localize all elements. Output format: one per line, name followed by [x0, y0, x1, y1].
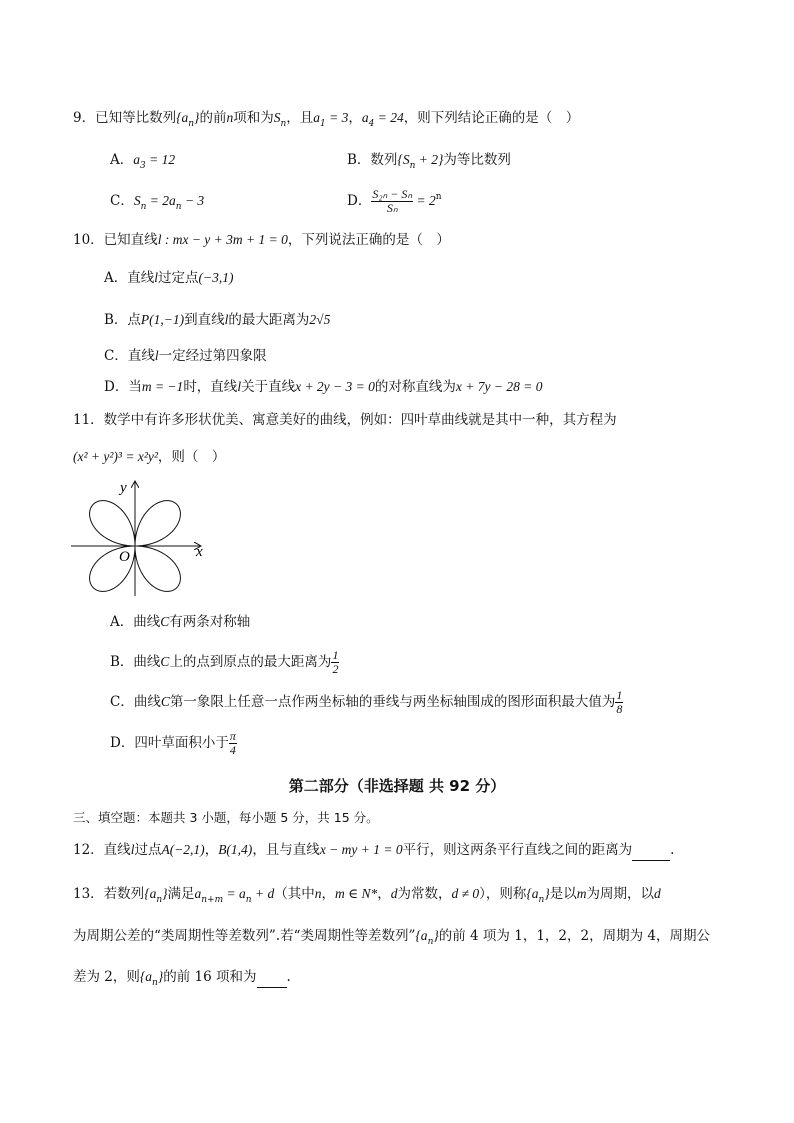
math-seq-close: }: [544, 886, 550, 901]
math-m: m: [576, 886, 587, 901]
math-l: l: [130, 842, 135, 857]
q9-opt-c-sub: n: [140, 202, 147, 212]
q9-cond1-rhs: = 3: [325, 110, 349, 125]
fraction-denominator: 8: [616, 702, 623, 716]
q9-text: ，则下列结论正确的是（ ）: [403, 110, 580, 126]
fraction-numerator: π: [229, 729, 236, 743]
option-text: 有两条对称轴: [169, 614, 251, 630]
math-seq-close: }: [433, 928, 439, 943]
q10-text: ，下列说法正确的是（ ）: [287, 232, 450, 248]
math-l: l: [224, 312, 229, 327]
q9-text: 的前: [199, 110, 227, 126]
q9-option-a: [110, 150, 175, 172]
q13-text: 是以: [549, 886, 577, 902]
math-C: C: [160, 694, 170, 709]
q13-line3: [73, 967, 291, 989]
q12-text: 平行，则这两条平行直线之间的距离为: [402, 842, 633, 858]
q13-text: 13．若数列: [73, 886, 145, 902]
math-d: d: [654, 886, 661, 901]
q10-option-d: [104, 377, 542, 397]
fraction-pi-over-four: [229, 730, 237, 757]
math-sub: n: [156, 895, 163, 905]
option-label: A．: [110, 152, 134, 168]
math-sub: n+m: [201, 895, 224, 905]
q9-option-b: [347, 150, 511, 172]
fraction-one-eighth: [615, 689, 623, 716]
math-m: m = −1: [141, 379, 184, 394]
section-title: 第二部分（非选择题 共 92 分）: [288, 777, 506, 795]
q13-line1: [73, 884, 661, 906]
q12-text: 过点: [134, 842, 162, 858]
math-d: d: [390, 886, 398, 901]
option-text: A．直线: [104, 270, 155, 286]
q10-option-a: [104, 268, 234, 288]
option-label: D．: [347, 193, 372, 209]
x-axis-label: x: [196, 544, 203, 560]
q9-opt-c-rhs: − 3: [181, 193, 205, 208]
q9-text: ，且: [286, 110, 314, 126]
q12-period: .: [670, 842, 675, 858]
q9-cond1-sub: 1: [320, 119, 326, 129]
origin-label: O: [119, 549, 130, 565]
math-l: l: [154, 270, 159, 285]
q9-opt-d-fraction: [371, 188, 413, 215]
four-leaf-clover-figure: [68, 478, 208, 600]
math-C: C: [160, 614, 170, 629]
fraction-denominator: 2: [332, 662, 339, 676]
q10-option-b: [104, 310, 330, 330]
q9-stem: [73, 108, 579, 130]
fraction-numerator: 1: [616, 688, 623, 702]
fraction-one-half: [331, 649, 339, 676]
q13-text: （其中: [274, 886, 315, 902]
math-sub: n: [427, 937, 434, 947]
q11-text: ，则（ ）: [157, 449, 226, 465]
math-sub: n: [538, 895, 545, 905]
math-rel: a: [194, 886, 202, 901]
math-point-B: B(1,4): [218, 842, 253, 857]
math-equation: x − my + 1 = 0: [319, 842, 403, 857]
math-point: P(1,−1): [140, 312, 185, 327]
fraction-numerator: 1: [332, 648, 339, 662]
option-text: 到直线: [184, 312, 225, 328]
option-text: 第一象限上任意一点作两坐标轴的垂线与两坐标轴围成的图形面积最大值为: [169, 694, 616, 710]
q13-text: 为周期，以: [586, 886, 654, 902]
q9-seq-close: }: [194, 110, 200, 125]
q13-text: 的前 16 项和为: [163, 969, 257, 985]
q9-opt-c-mid: = 2a: [146, 193, 176, 208]
q9-option-c: [110, 191, 204, 213]
option-text: B．点: [104, 312, 141, 328]
math-l: l: [154, 348, 159, 363]
math-sub: n: [152, 978, 158, 988]
option-text: A．曲线: [110, 614, 161, 630]
option-text: 的对称直线为: [374, 379, 456, 395]
q9-n: n: [226, 110, 234, 125]
q9-opt-b-expr: {S: [397, 152, 410, 167]
math-rel: + d: [251, 886, 275, 901]
q11-stem-line2: [73, 447, 225, 467]
q11-option-d: [110, 726, 237, 760]
q9-opt-b-sub: n: [409, 161, 416, 171]
q13-text: 差为 2，则: [73, 969, 140, 985]
q13-text: ，: [321, 886, 335, 902]
option-text: C．直线: [104, 348, 155, 364]
q9-comma: ，: [348, 110, 362, 126]
q9-opt-b-rhs: + 2}: [415, 152, 444, 167]
math-seq-close: }: [157, 969, 164, 984]
math-n: n: [314, 886, 322, 901]
q11-option-b: [110, 645, 339, 679]
fraction-denominator: 4: [229, 743, 236, 757]
q13-text: 的前 4 项为 1，1，2，2，周期为 4，周期公: [438, 928, 710, 944]
option-text: 一定经过第四象限: [158, 348, 267, 364]
q9-text: 9．已知等比数列: [73, 110, 177, 126]
q9-seq: {a: [176, 110, 189, 125]
q9-opt-b-tail: 为等比数列: [443, 152, 511, 168]
math-seq-close: }: [162, 886, 168, 901]
option-text: 上的点到原点的最大距离为: [169, 654, 332, 670]
option-label: B．数列: [347, 152, 398, 168]
math-seq: {a: [526, 886, 539, 901]
math-mN: m ∈ N*: [334, 886, 378, 901]
math-point-A: A(−2,1): [161, 842, 205, 857]
q10-equation: : mx − y + 3m + 1 = 0: [161, 232, 288, 247]
option-text: D．当: [104, 379, 142, 395]
math-seq: {a: [415, 928, 428, 943]
q12-text: 12．直线: [73, 842, 131, 858]
option-text: 的最大距离为: [228, 312, 310, 328]
math-seq: {a: [144, 886, 157, 901]
fraction-denominator: Sₙ: [386, 201, 398, 215]
option-label: C．: [110, 193, 134, 209]
q9-text: 项和为: [233, 110, 274, 126]
q9-S: S: [273, 110, 281, 125]
option-text: 过定点: [158, 270, 199, 286]
math-value: 2√5: [309, 312, 331, 327]
option-text: 时，直线: [183, 379, 238, 395]
q9-cond1: a: [313, 110, 320, 125]
q9-option-d: [347, 184, 442, 220]
math-point: (−3,1): [198, 270, 234, 285]
q10-l: l: [157, 232, 162, 247]
q13-text: ），则称: [479, 886, 527, 902]
math-equation: x + 2y − 3 = 0: [295, 379, 375, 394]
q9-opt-a-var: a: [133, 152, 140, 167]
q9-opt-d-rhs: = 2: [413, 193, 436, 208]
q9-opt-d-sup: n: [435, 192, 442, 202]
option-text: B．曲线: [110, 654, 161, 670]
q12-stem: [73, 840, 674, 861]
q11-stem-line1: 11．数学中有许多形状优美、寓意美好的曲线，例如：四叶草曲线就是其中一种，其方程为: [73, 412, 617, 428]
q12-text: ，: [204, 842, 219, 858]
q13-line2: [73, 926, 710, 948]
q9-seq-sub: n: [188, 119, 195, 129]
math-dne: d ≠ 0: [451, 886, 480, 901]
fill-in-intro: 三、填空题：本题共 3 小题，每小题 5 分，共 15 分。: [73, 810, 379, 825]
q10-stem: [73, 230, 450, 250]
q9-opt-a-rhs: = 12: [145, 152, 176, 167]
q13-text: 为常数，: [397, 886, 452, 902]
q9-opt-c-sub2: n: [175, 202, 182, 212]
q9-cond2: a: [361, 110, 369, 125]
answer-blank[interactable]: [257, 967, 287, 988]
math-C: C: [160, 654, 170, 669]
q13-text: ，: [377, 886, 391, 902]
math-seq: {a: [139, 969, 153, 984]
q13-text: 满足: [167, 886, 195, 902]
q10-text: 10．已知直线: [73, 232, 158, 248]
y-axis-label: y: [120, 480, 127, 496]
q12-text: ，且与直线: [252, 842, 320, 858]
math-sub: n: [245, 895, 252, 905]
math-l: l: [237, 379, 242, 394]
q9-opt-a-sub: 3: [140, 161, 146, 171]
q11-option-c: [110, 685, 623, 719]
q9-S-sub: n: [280, 119, 287, 129]
option-text: D．四叶草面积小于: [110, 735, 229, 751]
option-text: 关于直线: [241, 379, 296, 395]
q11-equation: (x² + y²)³ = x²y²: [73, 449, 158, 464]
option-text: C．曲线: [110, 694, 161, 710]
q13-text: 为周期公差的“类周期性等差数列”.若“类周期性等差数列”: [73, 928, 416, 944]
q10-option-c: [104, 346, 267, 366]
fraction-numerator: S₂ₙ − Sₙ: [372, 187, 413, 201]
q9-opt-c-S: S: [133, 193, 141, 208]
q13-period: .: [286, 969, 291, 985]
math-rel: = a: [223, 886, 246, 901]
math-equation: x + 7y − 28 = 0: [455, 379, 543, 394]
q11-option-a: [110, 612, 250, 632]
q9-cond2-sub: 4: [368, 119, 375, 129]
q9-cond2-rhs: = 24: [374, 110, 404, 125]
answer-blank[interactable]: [632, 840, 670, 861]
